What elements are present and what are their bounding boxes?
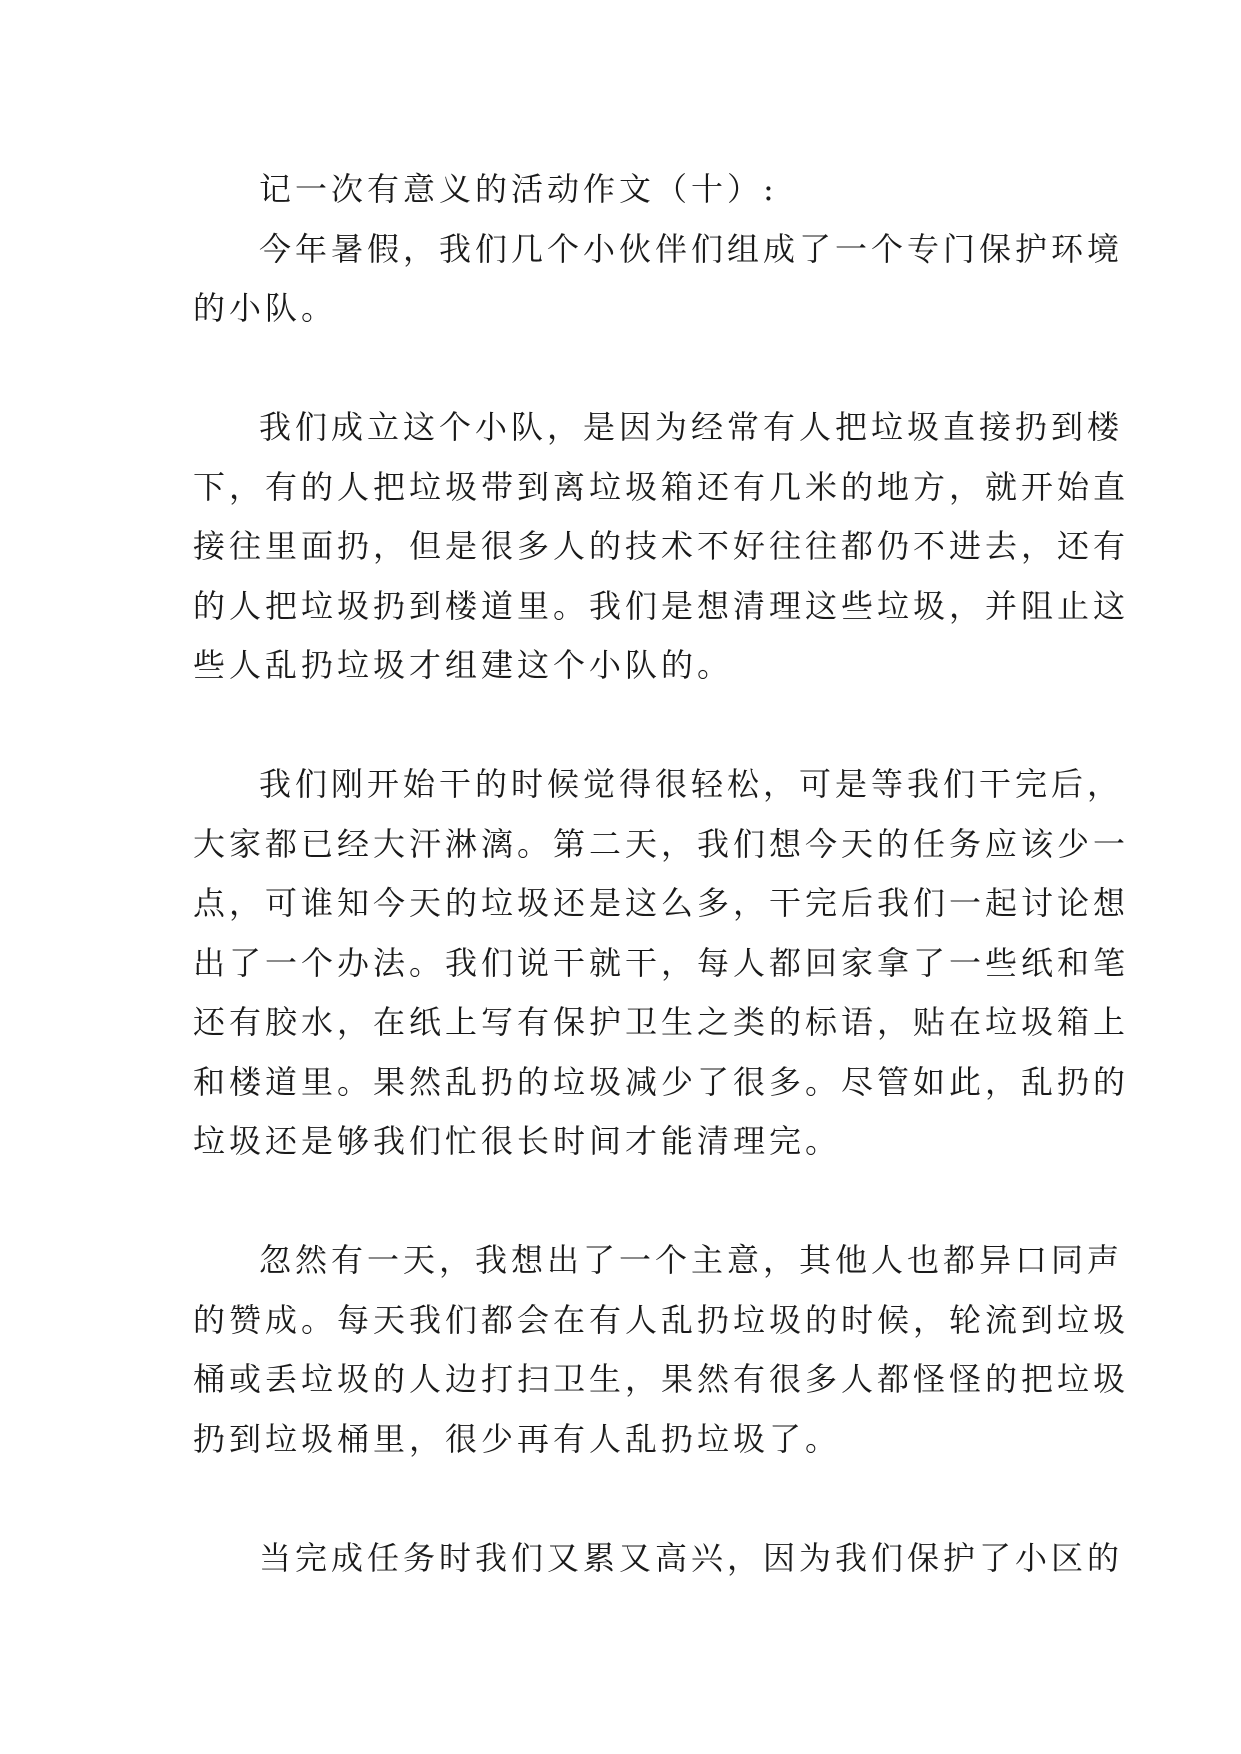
paragraph-line: 今年暑假，我们几个小伙伴们组成了一个专门保护环境: [259, 229, 1124, 268]
paragraph-line: 的赞成。每天我们都会在有人乱扔垃圾的时候，轮流到垃圾: [193, 1300, 1130, 1339]
paragraph-line: 的人把垃圾扔到楼道里。我们是想清理这些垃圾，并阻止这: [193, 586, 1130, 625]
paragraph-line: 大家都已经大汗淋漓。第二天，我们想今天的任务应该少一: [193, 824, 1130, 863]
paragraph-line: 桶或丢垃圾的人边打扫卫生，果然有很多人都怪怪的把垃圾: [193, 1360, 1130, 1398]
paragraph-gap: [193, 1469, 1053, 1529]
paragraph-line: 和楼道里。果然乱扔的垃圾减少了很多。尽管如此，乱扔的: [193, 1062, 1130, 1101]
paragraph-line: 接往里面扔，但是很多人的技术不好往往都仍不进去，还有: [193, 527, 1130, 565]
paragraph-gap: [193, 696, 1053, 756]
essay-title: 记一次有意义的活动作文（十）:: [259, 170, 778, 208]
paragraph-line: 当完成任务时我们又累又高兴，因为我们保护了小区的: [259, 1538, 1124, 1577]
paragraph-line: 扔到垃圾桶里，很少再有人乱扔垃圾了。: [193, 1419, 842, 1458]
paragraph-line: 垃圾还是够我们忙很长时间才能清理完。: [193, 1122, 842, 1160]
paragraph-line: 我们刚开始干的时候觉得很轻松，可是等我们干完后，: [259, 765, 1124, 803]
paragraph-gap: [193, 1172, 1053, 1232]
paragraph-2: [193, 398, 1130, 696]
paragraph-line: 些人乱扔垃圾才组建这个小队的。: [193, 646, 734, 684]
paragraph-5: [193, 1529, 1124, 1589]
paragraph-1: [193, 220, 1124, 339]
paragraph-3: [193, 755, 1130, 1172]
paragraph-line: 还有胶水，在纸上写有保护卫生之类的标语，贴在垃圾箱上: [193, 1003, 1130, 1041]
paragraph-4: [193, 1231, 1130, 1469]
paragraph-gap: [193, 339, 1053, 399]
paragraph-line: 的小队。: [193, 289, 338, 327]
paragraph-line: 下，有的人把垃圾带到离垃圾箱还有几米的地方，就开始直: [193, 467, 1130, 506]
paragraph-line: 忽然有一天，我想出了一个主意，其他人也都异口同声: [259, 1241, 1124, 1279]
essay-body: [193, 160, 1130, 1588]
paragraph-line: 我们成立这个小队，是因为经常有人把垃圾直接扔到楼: [259, 408, 1124, 446]
paragraph-line: 出了一个办法。我们说干就干，每人都回家拿了一些纸和笔: [193, 943, 1130, 982]
paragraph-line: 点，可谁知今天的垃圾还是这么多，干完后我们一起讨论想: [193, 884, 1130, 922]
